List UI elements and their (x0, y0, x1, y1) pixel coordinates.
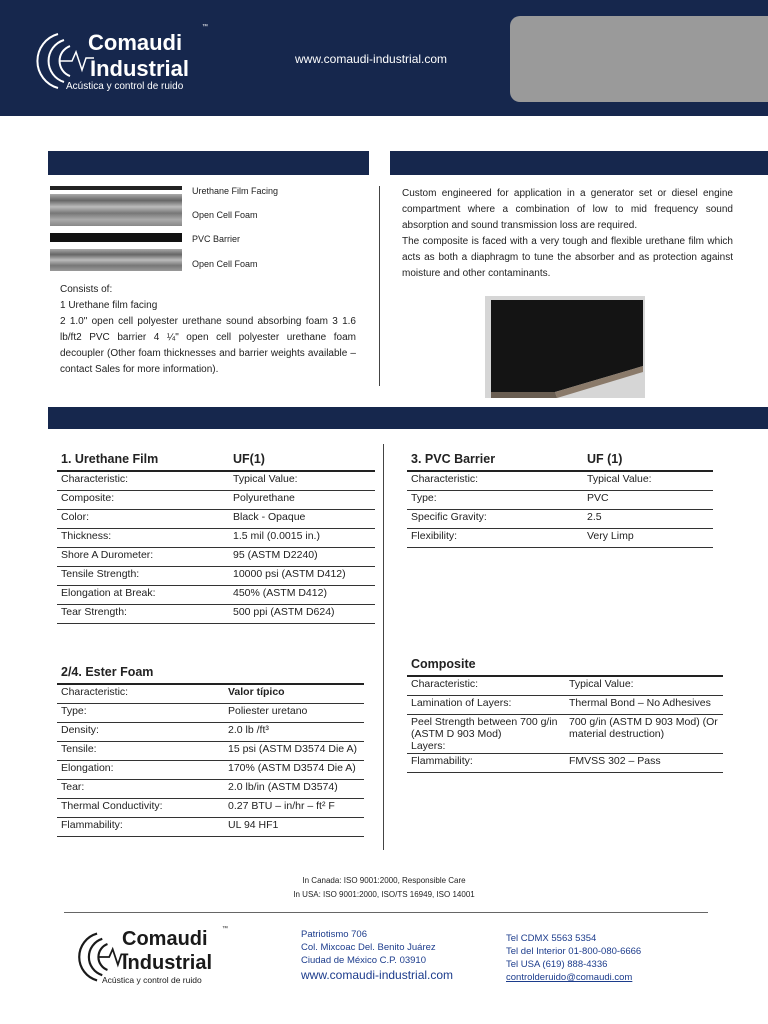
layer-pvc-barrier (50, 233, 182, 242)
composite-table (407, 656, 723, 773)
product-photo (485, 296, 645, 398)
urethane-row (57, 548, 375, 567)
logo-trademark: ™ (202, 24, 208, 30)
value-cell: 450% (ASTM D412) (229, 586, 375, 605)
value-cell: Poliester uretano (224, 704, 364, 723)
characteristic-cell: Specific Gravity: (407, 510, 583, 529)
characteristic-cell: Type: (57, 704, 224, 723)
value-cell: 170% (ASTM D3574 Die A) (224, 761, 364, 780)
characteristic-cell: Flammability: (57, 818, 224, 837)
layer-open-cell-foam-1 (50, 194, 182, 226)
characteristic-cell: Characteristic: (57, 684, 224, 704)
pvc-row (407, 471, 713, 491)
phone-cdmx: Tel CDMX 5563 5354 (506, 933, 597, 944)
phone-usa: Tel USA (619) 888-4336 (506, 959, 608, 970)
characteristic-cell: Composite: (57, 491, 229, 510)
value-cell: Valor típico (224, 684, 364, 704)
value-cell: UL 94 HF1 (224, 818, 364, 837)
ester-title: 2/4. Ester Foam (57, 664, 364, 684)
footer-logo-comaudi: Comaudi (122, 928, 208, 950)
logo-word-industrial: Industrial (90, 56, 190, 81)
urethane-row (57, 510, 375, 529)
ester-row (57, 723, 364, 742)
section-bar-left (48, 151, 369, 175)
footer-logo-tagline: Acústica y control de ruido (102, 975, 202, 985)
characteristic-cell: Characteristic: (57, 471, 229, 491)
footer-contacts (506, 932, 706, 984)
value-cell: 500 ppi (ASTM D624) (229, 605, 375, 624)
footer-logo-trademark: ™ (222, 926, 228, 932)
ester-row (57, 799, 364, 818)
header-gray-panel (510, 16, 768, 102)
value-cell: Very Limp (583, 529, 713, 548)
value-cell: FMVSS 302 – Pass (565, 754, 723, 773)
characteristic-cell: Characteristic: (407, 471, 583, 491)
section-bar-specs (48, 407, 768, 429)
consists-line1: 1 Urethane film facing (60, 300, 158, 311)
ester-foam-table (57, 664, 364, 837)
urethane-row (57, 586, 375, 605)
address-line-2: Col. Mixcoac Del. Benito Juárez (301, 942, 436, 953)
characteristic-cell: Tear Strength: (57, 605, 229, 624)
phone-interior: Tel del Interior 01-800-080-6666 (506, 946, 642, 957)
logo-tagline: Acústica y control de ruido (66, 81, 184, 92)
ester-row (57, 761, 364, 780)
section-bar-right (390, 151, 768, 175)
layer-open-cell-foam-2 (50, 249, 182, 271)
logo-word-comaudi: Comaudi (88, 30, 183, 55)
consists-intro: Consists of: (60, 284, 113, 295)
consists-body: 2 1.0" open cell polyester urethane sound absorbing foam 3 1.6 lb/ft2 PVC barrier 4 ¼" open cell polyester urethane foam decoupler (Other foam thicknesses and barrier weights available – contact Sales for more information). (60, 316, 356, 375)
address-line-3: Ciudad de México C.P. 03910 (301, 955, 426, 966)
urethane-row (57, 491, 375, 510)
characteristic-cell: Elongation: (57, 761, 224, 780)
urethane-row (57, 605, 375, 624)
characteristic-cell: Thickness: (57, 529, 229, 548)
characteristic-cell: Thermal Conductivity: (57, 799, 224, 818)
urethane-title: 1. Urethane Film (57, 451, 229, 471)
description-block (402, 186, 733, 282)
value-cell: 2.0 lb /ft³ (224, 723, 364, 742)
layer-label-2: Open Cell Foam (192, 210, 258, 220)
pvc-barrier-table (407, 451, 713, 548)
consists-block (60, 282, 356, 378)
footer-email[interactable]: controlderuido@comaudi.com (506, 972, 633, 983)
characteristic-cell: Tensile: (57, 742, 224, 761)
value-cell: Typical Value: (583, 471, 713, 491)
characteristic-cell: Density: (57, 723, 224, 742)
footer-address (301, 928, 471, 983)
description-p2: The composite is faced with a very tough and flexible urethane film which acts as both a diaphragm to tune the absorber and as protection against moisture and other contaminants. (402, 236, 733, 279)
value-cell: 2.0 lb/in (ASTM D3574) (224, 780, 364, 799)
characteristic-cell: Elongation at Break: (57, 586, 229, 605)
pvc-title: 3. PVC Barrier (407, 451, 583, 471)
footer-web[interactable]: www.comaudi-industrial.com (301, 968, 454, 982)
footer-logo-industrial: Industrial (122, 952, 213, 974)
ester-row (57, 780, 364, 799)
address-line-1: Patriotismo 706 (301, 929, 368, 940)
value-cell: 10000 psi (ASTM D412) (229, 567, 375, 586)
characteristic-cell: Flexibility: (407, 529, 583, 548)
composite-row (407, 715, 723, 754)
cert-usa: In USA: ISO 9001:2000, ISO/TS 16949, ISO 14001 (293, 890, 475, 899)
characteristic-cell: Color: (57, 510, 229, 529)
value-cell: 2.5 (583, 510, 713, 529)
characteristic-cell: Lamination of Layers: (407, 696, 565, 715)
ester-row (57, 684, 364, 704)
ester-row (57, 742, 364, 761)
composite-row (407, 696, 723, 715)
value-cell: 0.27 BTU – in/hr – ft² F (224, 799, 364, 818)
layer-label-1: Urethane Film Facing (192, 186, 279, 196)
value-cell: 15 psi (ASTM D3574 Die A) (224, 742, 364, 761)
value-cell: 700 g/in (ASTM D 903 Mod) (Or material destruction) (565, 715, 723, 754)
pvc-row (407, 491, 713, 510)
characteristic-cell: Tensile Strength: (57, 567, 229, 586)
footer-divider (64, 912, 708, 913)
urethane-row (57, 471, 375, 491)
characteristic-cell: Type: (407, 491, 583, 510)
characteristic-cell: Peel Strength between 700 g/in (ASTM D 903 Mod) Layers: (407, 715, 565, 754)
composite-title: Composite (407, 656, 723, 676)
urethane-row (57, 567, 375, 586)
ester-row (57, 704, 364, 723)
value-cell: PVC (583, 491, 713, 510)
characteristic-cell: Shore A Durometer: (57, 548, 229, 567)
footer-logo (78, 926, 238, 990)
header-logo (36, 24, 216, 96)
layer-label-4: Open Cell Foam (192, 259, 258, 269)
value-cell: Typical Value: (229, 471, 375, 491)
value-cell: Polyurethane (229, 491, 375, 510)
top-divider (379, 186, 380, 386)
urethane-film-table (57, 451, 375, 624)
value-cell: Black - Opaque (229, 510, 375, 529)
layer-urethane-film (50, 186, 182, 190)
value-cell: Typical Value: (565, 676, 723, 696)
composite-row (407, 754, 723, 773)
urethane-code: UF(1) (229, 451, 375, 471)
characteristic-cell: Characteristic: (407, 676, 565, 696)
specs-divider (383, 444, 384, 850)
characteristic-cell: Flammability: (407, 754, 565, 773)
pvc-row (407, 510, 713, 529)
value-cell: 95 (ASTM D2240) (229, 548, 375, 567)
header-url[interactable]: www.comaudi-industrial.com (295, 52, 448, 66)
description-p1: Custom engineered for application in a generator set or diesel engine compartment where a combination of low to mid frequency sound absorption and sound transmission loss are required. (402, 188, 733, 231)
urethane-row (57, 529, 375, 548)
ester-row (57, 818, 364, 837)
cert-canada: In Canada: ISO 9001:2000, Responsible Care (302, 876, 466, 885)
value-cell: 1.5 mil (0.0015 in.) (229, 529, 375, 548)
characteristic-cell: Tear: (57, 780, 224, 799)
pvc-code: UF (1) (583, 451, 713, 471)
layer-label-3: PVC Barrier (192, 234, 241, 244)
composite-row (407, 676, 723, 696)
value-cell: Thermal Bond – No Adhesives (565, 696, 723, 715)
pvc-row (407, 529, 713, 548)
